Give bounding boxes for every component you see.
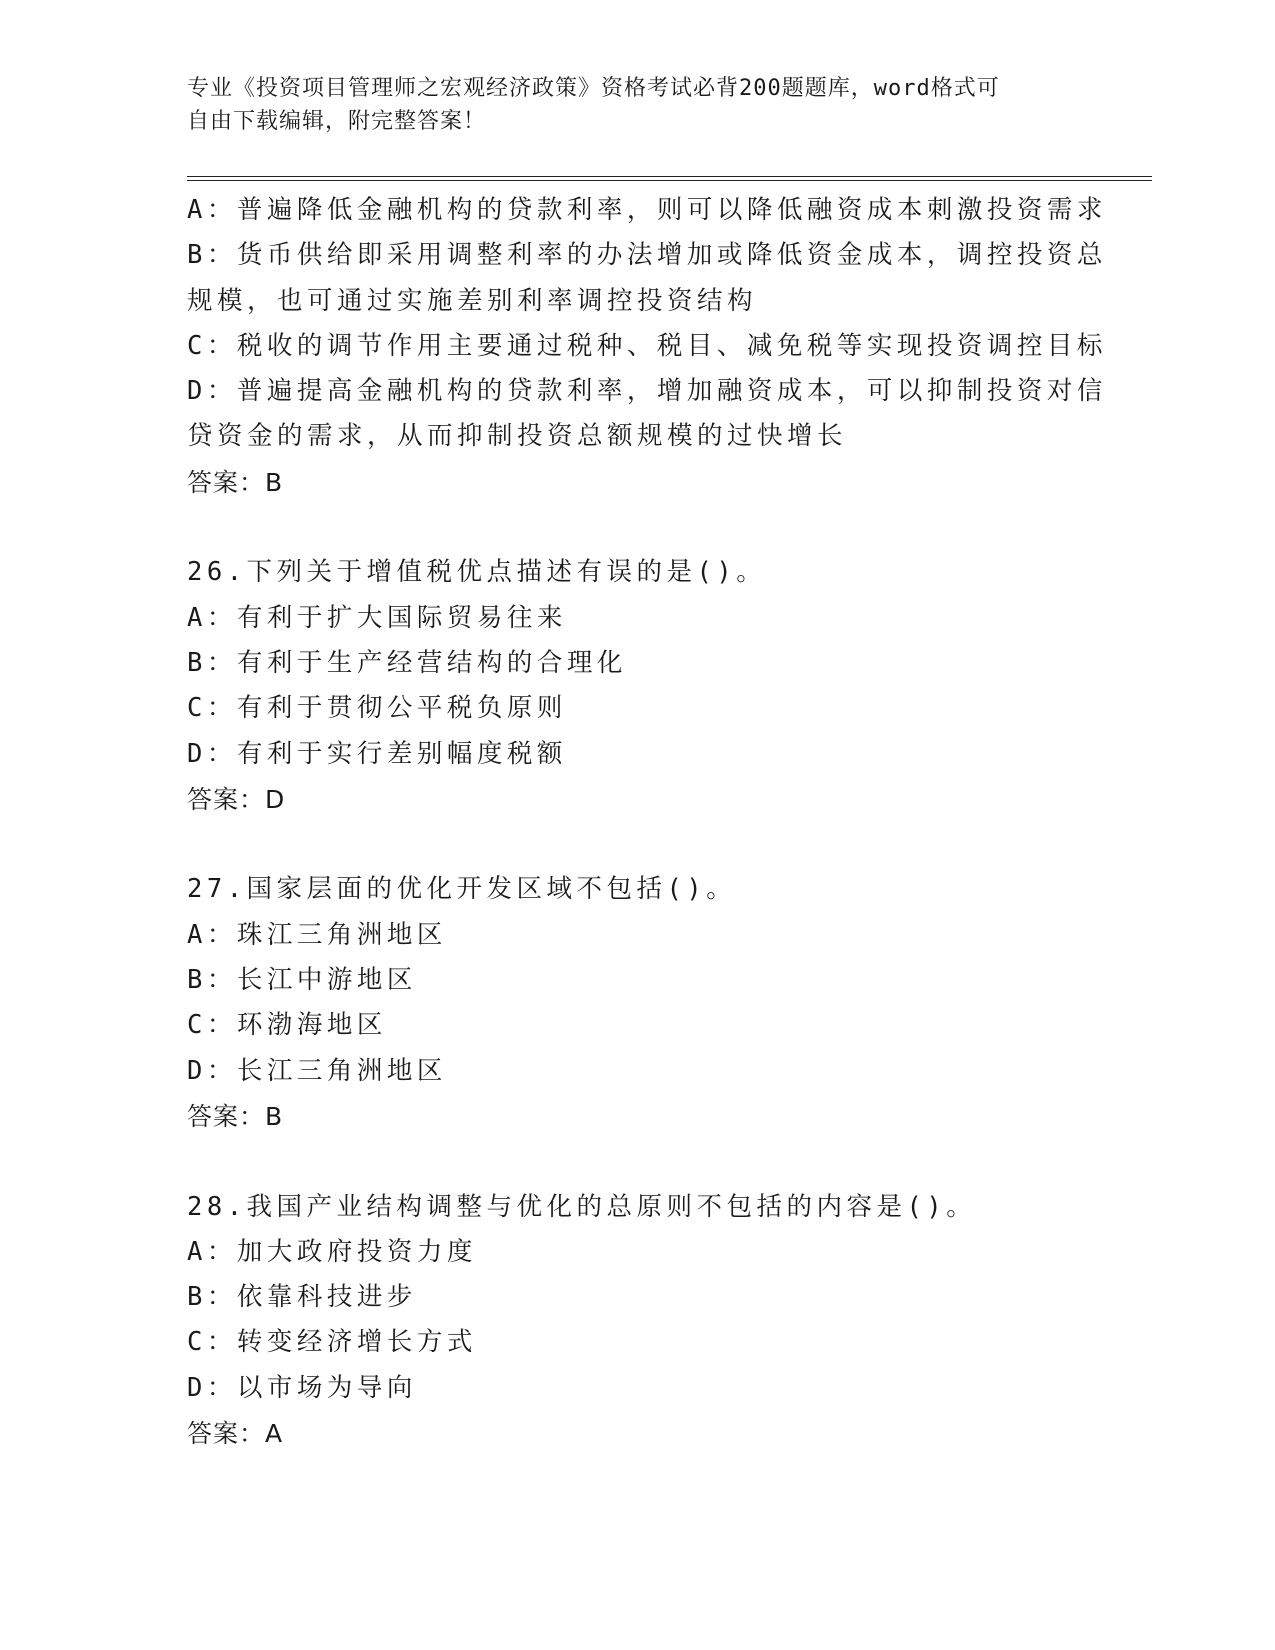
- question-stem: 28.我国产业结构调整与优化的总原则不包括的内容是()。: [187, 1191, 977, 1222]
- answer: 答案：B: [187, 467, 284, 497]
- option-c: C：转变经济增长方式: [187, 1327, 477, 1358]
- header-double-rule: [187, 176, 1152, 181]
- question-stem: 26.下列关于增值税优点描述有误的是()。: [187, 557, 767, 588]
- document-header: [187, 72, 1087, 138]
- option-a: A：普遍降低金融机构的贷款利率，则可以降低融资成本刺激投资需求: [187, 195, 1107, 225]
- header-title-line-1: 专业《投资项目管理师之宏观经济政策》资格考试必背200题题库，word格式可: [187, 76, 1000, 101]
- option-d: D：长江三角洲地区: [187, 1055, 447, 1086]
- option-b: B：依靠科技进步: [187, 1282, 417, 1313]
- question-26: [187, 550, 1087, 822]
- question-list: [187, 188, 1107, 1456]
- question-28: [187, 1185, 1087, 1457]
- option-b-continued: 规模，也可通过实施差别利率调控投资结构: [187, 285, 758, 316]
- answer: 答案：A: [187, 1419, 284, 1449]
- header-title-line-2: 自由下载编辑，附完整答案！: [187, 109, 487, 134]
- option-d: D：普遍提高金融机构的贷款利率，增加融资成本，可以抑制投资对信: [187, 376, 1107, 407]
- option-a: A：加大政府投资力度: [187, 1236, 477, 1267]
- option-d: D：以市场为导向: [187, 1372, 417, 1403]
- option-d: D：有利于实行差别幅度税额: [187, 738, 567, 769]
- answer: 答案：B: [187, 1101, 284, 1131]
- option-c: C：税收的调节作用主要通过税种、税目、减免税等实现投资调控目标: [187, 330, 1107, 361]
- spacer: [187, 1139, 1087, 1184]
- question-25: [187, 188, 1107, 505]
- option-b: B：有利于生产经营结构的合理化: [187, 647, 627, 678]
- option-b: B：货币供给即采用调整利率的办法增加或降低资金成本，调控投资总: [187, 240, 1107, 271]
- question-27: [187, 867, 1087, 1139]
- option-a: A：有利于扩大国际贸易往来: [187, 602, 567, 633]
- option-a: A：珠江三角洲地区: [187, 919, 447, 950]
- question-stem: 27.国家层面的优化开发区域不包括()。: [187, 874, 737, 905]
- option-d-continued: 贷资金的需求，从而抑制投资总额规模的过快增长: [187, 421, 848, 452]
- option-b: B：长江中游地区: [187, 965, 417, 996]
- spacer: [187, 822, 1087, 867]
- spacer: [187, 505, 1087, 550]
- option-c: C：环渤海地区: [187, 1010, 387, 1041]
- answer: 答案：D: [187, 784, 286, 814]
- option-c: C：有利于贯彻公平税负原则: [187, 693, 567, 724]
